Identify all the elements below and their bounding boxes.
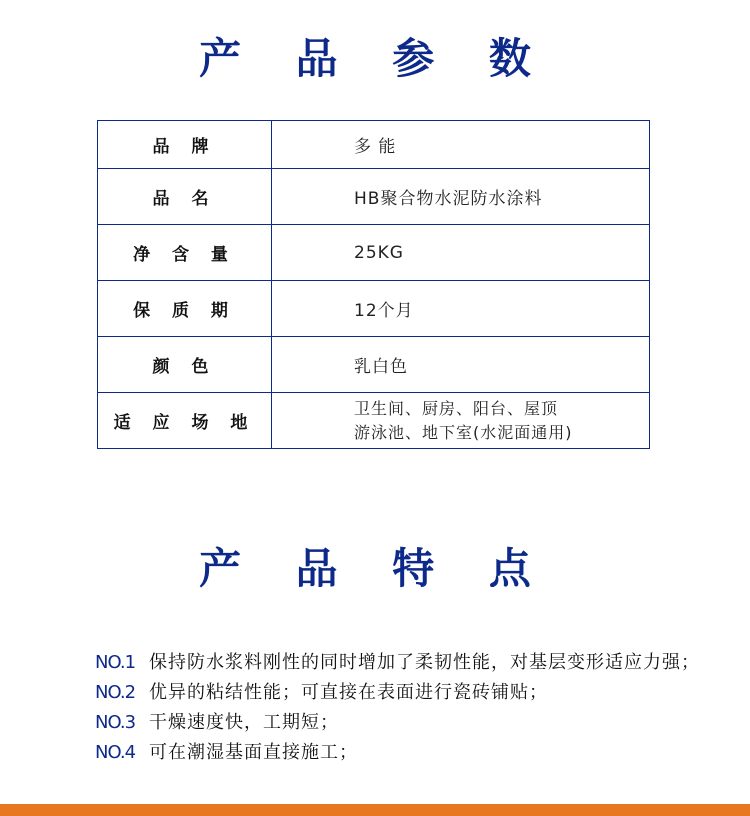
feature-number: NO.4 [95,742,136,763]
feature-text: 优异的粘结性能；可直接在表面进行瓷砖铺贴； [149,682,548,703]
feature-number: NO.2 [95,682,136,703]
table-row [98,121,650,169]
feature-text: 干燥速度快，工期短； [149,712,339,733]
param-value-line: 卫生间、厨房、阳台、屋顶 [354,398,559,418]
table-row [98,393,650,449]
table-row [98,225,650,281]
list-item [95,678,715,708]
param-label: 品 名 [98,169,272,225]
params-table [97,120,650,449]
param-value: 12个月 [272,281,650,337]
list-item [95,708,715,738]
feature-text: 可在潮湿基面直接施工； [149,742,358,763]
bottom-accent-bar [0,804,750,816]
table-row [98,337,650,393]
param-value: 25KG [272,225,650,281]
param-value: 多 能 [272,121,650,169]
param-value-line: 游泳池、地下室(水泥面通用) [354,422,573,442]
list-item [95,648,715,678]
table-row [98,281,650,337]
param-value: 乳白色 [272,337,650,393]
params-section-title: 产 品 参 数 [199,34,551,83]
param-value: HB聚合物水泥防水涂料 [272,169,650,225]
feature-text: 保持防水浆料刚性的同时增加了柔韧性能，对基层变形适应力强； [149,652,700,673]
feature-number: NO.3 [95,712,136,733]
table-row [98,169,650,225]
param-value [272,393,650,449]
param-label: 净 含 量 [98,225,272,281]
param-label: 保 质 期 [98,281,272,337]
param-label: 适 应 场 地 [98,393,272,449]
param-label: 品 牌 [98,121,272,169]
feature-number: NO.1 [95,652,136,673]
param-label: 颜 色 [98,337,272,393]
features-list [95,648,715,768]
list-item [95,738,715,768]
features-section-title: 产 品 特 点 [199,544,551,593]
